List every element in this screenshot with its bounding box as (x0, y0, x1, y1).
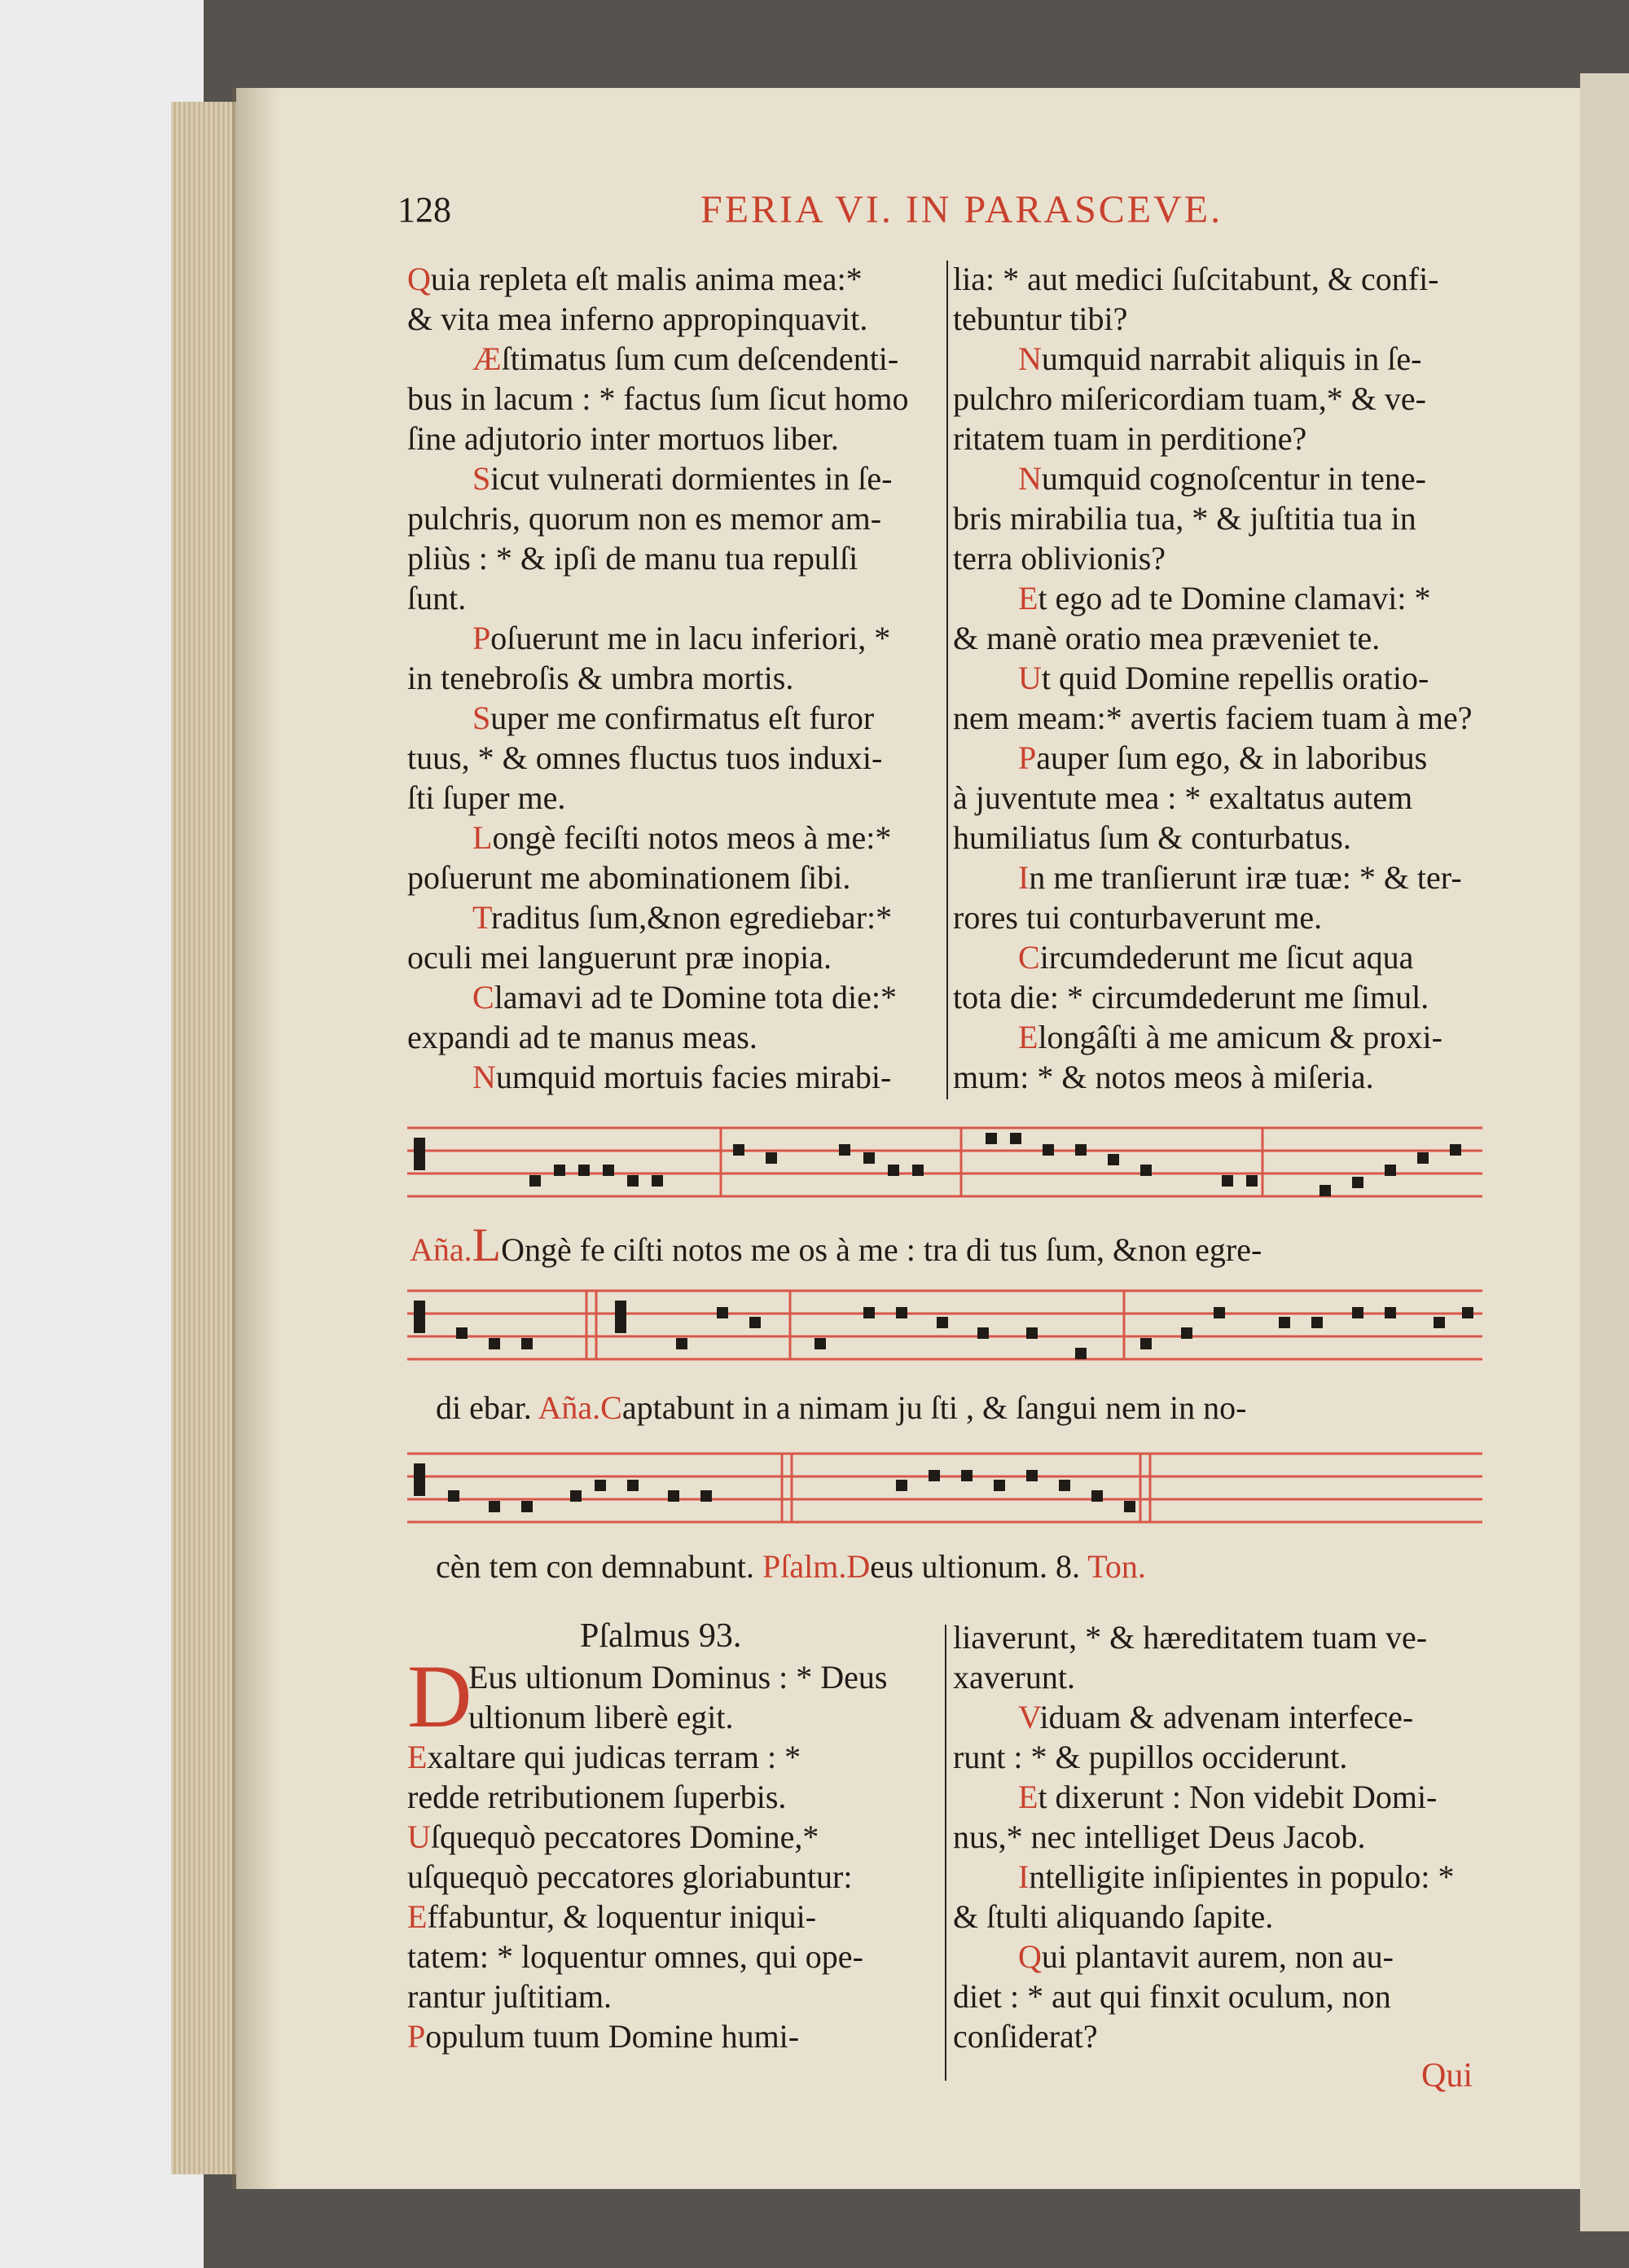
text-line (953, 1937, 1455, 1976)
line-text: opulum tuum Domine humi- (425, 2018, 800, 2055)
chant-lyric-1 (410, 1217, 1262, 1272)
bar-lines (782, 1454, 1150, 1522)
text-line (953, 2016, 1455, 2056)
text-line (953, 1617, 1455, 1657)
initial-letter: N (1018, 340, 1042, 377)
line-text: ritatem tuam in perditione? (953, 420, 1307, 457)
bar-lines (586, 1291, 1124, 1359)
drop-cap: D (407, 1647, 472, 1746)
text-line (953, 419, 1473, 458)
initial-letter: I (1018, 859, 1030, 896)
line-text: expandi ad te manus meas. (407, 1019, 757, 1055)
lyric-text: eus ultionum. (870, 1548, 1047, 1585)
neumes (414, 1133, 1461, 1196)
text-line (953, 1697, 1455, 1737)
line-text: & ſtulti aliquando ſapite. (953, 1898, 1274, 1935)
tone-number: 8. (1056, 1548, 1080, 1585)
psalm-right-column (953, 1617, 1455, 2056)
line-text: ongè feciſti notos meos à me:* (492, 819, 892, 856)
line-text: t dixerunt : Non videbit Domi- (1038, 1779, 1438, 1815)
line-text: icut vulnerati dormientes in ſe- (490, 460, 893, 497)
lyric-text: aptabunt in a nimam ju ſti , & ſangui nem in no- (621, 1389, 1247, 1426)
text-line (953, 658, 1473, 698)
text-line (407, 977, 908, 1017)
line-text: xaverunt. (953, 1659, 1075, 1696)
initial-letter: I (1018, 1858, 1030, 1895)
line-text: bus in lacum : * factus ſum ſicut homo (407, 380, 909, 417)
chant-staff-2 (407, 1283, 1482, 1372)
lyric-text: cèn tem con demnabunt. (436, 1548, 754, 1585)
text-line (953, 937, 1473, 977)
line-text: ntelligite inſipientes in populo: * (1029, 1858, 1455, 1895)
text-line (953, 1057, 1473, 1097)
line-text: umquid narrabit aliquis in ſe- (1041, 340, 1422, 377)
line-text: ultionum liberè egit. (468, 1699, 734, 1735)
text-line (953, 1737, 1455, 1777)
rubric-antiphon: Aña. (538, 1389, 601, 1426)
initial-letter: Q (1018, 1938, 1042, 1975)
line-text: humiliatus ſum & conturbatus. (953, 819, 1351, 856)
line-text: n me tranſierunt iræ tuæ: * & ter- (1029, 859, 1462, 896)
initial-letter: N (472, 1059, 496, 1095)
line-text: uia repleta eſt malis anima mea:* (430, 261, 863, 297)
line-text: t ego ad te Domine clamavi: * (1038, 580, 1431, 616)
page-number: 128 (397, 190, 451, 230)
line-text: longâſti à me amicum & proxi- (1038, 1019, 1442, 1055)
text-line (953, 977, 1473, 1017)
text-line (407, 738, 908, 778)
text-line (407, 379, 908, 419)
initial-letter: T (472, 899, 492, 936)
chant-lyric-3 (436, 1547, 1146, 1586)
text-line (953, 538, 1473, 578)
initial-letter: E (1018, 1019, 1038, 1055)
chant-staff-1 (407, 1120, 1482, 1209)
line-text: ſine adjutorio inter mortuos liber. (407, 420, 839, 457)
text-line (953, 1857, 1455, 1897)
text-line (953, 897, 1473, 937)
psalm-title: Pſalmus 93. (580, 1617, 742, 1655)
text-line (953, 738, 1473, 778)
initial-letter: E (407, 1739, 428, 1775)
text-line (407, 658, 908, 698)
line-text: ſquequò peccatores Domine,* (430, 1818, 819, 1855)
text-line (468, 1657, 887, 1697)
lyric-text: di ebar. (436, 1389, 532, 1426)
line-text: umquid cognoſcentur in tene- (1041, 460, 1426, 497)
text-line (407, 458, 908, 498)
line-text: bris mirabilia tua, * & juſtitia tua in (953, 500, 1416, 537)
line-text: uper me confirmatus eſt furor (490, 700, 875, 736)
text-line (407, 2016, 887, 2056)
text-line (468, 1697, 887, 1737)
text-line (407, 299, 908, 339)
text-line (407, 498, 908, 538)
text-line (953, 1017, 1473, 1057)
line-text: tatem: * loquentur omnes, qui ope- (407, 1938, 863, 1975)
text-line (953, 458, 1473, 498)
psalm-left-column (407, 1657, 888, 2056)
line-text: ſtimatus ſum cum deſcendenti- (501, 340, 899, 377)
line-text: tuus, * & omnes fluctus tuos induxi- (407, 739, 883, 776)
catchword: Qui (1421, 2057, 1473, 2095)
initial-letter: E (407, 1898, 428, 1935)
initial-letter: P (472, 620, 491, 656)
line-text: rantur juſtitiam. (407, 1978, 613, 2015)
line-text: rores tui conturbaverunt me. (953, 899, 1323, 936)
text-line (407, 1817, 887, 1857)
line-text: ircumdederunt me ſicut aqua (1039, 939, 1414, 976)
initial-letter: D (846, 1548, 871, 1585)
text-line (407, 538, 908, 578)
text-line (407, 818, 908, 858)
neumes (414, 1301, 1473, 1359)
line-text: poſuerunt me abominationem ſibi. (407, 859, 851, 896)
text-line (407, 618, 908, 658)
initial-letter: C (600, 1389, 622, 1426)
chant-lyric-2 (436, 1388, 1246, 1427)
initial-letter: L (472, 1218, 502, 1271)
text-line (407, 897, 908, 937)
line-text: pulchris, quorum non es memor am- (407, 500, 882, 537)
line-text: lamavi ad te Domine tota die:* (494, 979, 897, 1016)
text-line (407, 1737, 887, 1777)
neumes (414, 1463, 1135, 1512)
initial-letter: L (472, 819, 493, 856)
text-line (953, 858, 1473, 897)
text-line (953, 1976, 1455, 2016)
line-text: mum: * & notos meos à miſeria. (953, 1059, 1374, 1095)
line-text: tebuntur tibi? (953, 300, 1128, 337)
line-text: ffabuntur, & loquentur iniqui- (427, 1898, 817, 1935)
initial-letter: U (1018, 660, 1042, 696)
right-column (953, 259, 1473, 1097)
psalm-column-rule (945, 1625, 946, 2081)
column-rule (946, 261, 948, 1099)
text-line (407, 1857, 887, 1897)
text-line (407, 419, 908, 458)
text-line (407, 1976, 887, 2016)
line-text: redde retributionem ſuperbis. (407, 1779, 787, 1815)
text-line (407, 778, 908, 818)
initial-letter: S (472, 460, 491, 497)
text-line (407, 339, 908, 379)
text-line (953, 818, 1473, 858)
line-text: umquid mortuis facies mirabi- (495, 1059, 892, 1095)
text-line (407, 698, 908, 738)
line-text: t quid Domine repellis oratio- (1041, 660, 1429, 696)
line-text: ſunt. (407, 580, 467, 616)
line-text: tota die: * circumdederunt me ſimul. (953, 979, 1429, 1016)
text-line (407, 578, 908, 618)
line-text: pulchro miſericordiam tuam,* & ve- (953, 380, 1426, 417)
line-text: pliùs : * & ipſi de manu tua repulſi (407, 540, 858, 577)
line-text: liaverunt, * & hæreditatem tuam ve- (953, 1619, 1428, 1656)
line-text: ſti ſuper me. (407, 779, 566, 816)
text-line (407, 1777, 887, 1817)
line-text: Eus ultionum Dominus : * Deus (468, 1659, 888, 1696)
line-text: auper ſum ego, & in laboribus (1036, 739, 1428, 776)
line-text: in tenebroſis & umbra mortis. (407, 660, 794, 696)
line-text: uſquequò peccatores gloriabuntur: (407, 1858, 853, 1895)
text-line (953, 1897, 1455, 1937)
text-line (953, 1777, 1455, 1817)
text-line (953, 339, 1473, 379)
line-text: diet : * aut qui finxit oculum, non (953, 1978, 1391, 2015)
line-text: conſiderat? (953, 2018, 1098, 2055)
line-text: raditus ſum,&non egrediebar:* (491, 899, 893, 936)
text-line (407, 1057, 908, 1097)
initial-letter: P (407, 2018, 426, 2055)
line-text: nus,* nec intelliget Deus Jacob. (953, 1818, 1366, 1855)
text-line (407, 858, 908, 897)
initial-letter: U (407, 1818, 431, 1855)
gutter-shadow (232, 88, 281, 2189)
text-line (407, 937, 908, 977)
line-text: terra oblivionis? (953, 540, 1166, 577)
initial-letter: Q (407, 261, 431, 297)
lyric-text: Ongè fe ciſti notos me os à me : tra di tus ſum, &non egre- (501, 1231, 1262, 1268)
text-line (953, 379, 1473, 419)
text-line (953, 1817, 1455, 1857)
line-text: à juventute mea : * exaltatus autem (953, 779, 1413, 816)
line-text: nem meam:* avertis faciem tuam à me? (953, 700, 1473, 736)
line-text: lia: * aut medici ſuſcitabunt, & confi- (953, 261, 1439, 297)
line-text: ui plantavit aurem, non au- (1041, 1938, 1394, 1975)
initial-letter: C (472, 979, 494, 1016)
initial-letter: E (1018, 1779, 1038, 1815)
line-text: xaltare qui judicas terram : * (427, 1739, 801, 1775)
initial-letter: S (472, 700, 491, 736)
initial-letter: N (1018, 460, 1042, 497)
line-text: & vita mea inferno appropinquavit. (407, 300, 868, 337)
text-line (953, 618, 1473, 658)
text-line (953, 1657, 1455, 1697)
line-text: & manè oratio mea præveniet te. (953, 620, 1381, 656)
text-line (953, 498, 1473, 538)
text-line (953, 698, 1473, 738)
initial-letter: E (1018, 580, 1038, 616)
text-line (953, 578, 1473, 618)
text-line (953, 299, 1473, 339)
facing-page-edge (1580, 73, 1629, 2231)
line-text: iduam & advenam interfece- (1039, 1699, 1414, 1735)
text-line (953, 778, 1473, 818)
initial-letter: C (1018, 939, 1040, 976)
initial-letter: V (1018, 1699, 1040, 1735)
running-head: FERIA VI. IN PARASCEVE. (700, 188, 1223, 231)
text-line (407, 259, 908, 299)
rubric-tone: Ton. (1087, 1548, 1146, 1585)
initial-letter: Æ (472, 340, 502, 377)
line-text: oſuerunt me in lacu inferiori, * (490, 620, 891, 656)
rubric-antiphon: Aña. (410, 1231, 472, 1268)
line-text: oculi mei languerunt præ inopia. (407, 939, 832, 976)
text-line (407, 1937, 887, 1976)
text-line (953, 259, 1473, 299)
chant-staff-3 (407, 1445, 1482, 1535)
initial-letter: P (1018, 739, 1037, 776)
text-line (407, 1017, 908, 1057)
rubric-psalm: Pſalm. (762, 1548, 847, 1585)
left-column (407, 259, 908, 1097)
text-line (407, 1897, 887, 1937)
line-text: runt : * & pupillos occiderunt. (953, 1739, 1348, 1775)
